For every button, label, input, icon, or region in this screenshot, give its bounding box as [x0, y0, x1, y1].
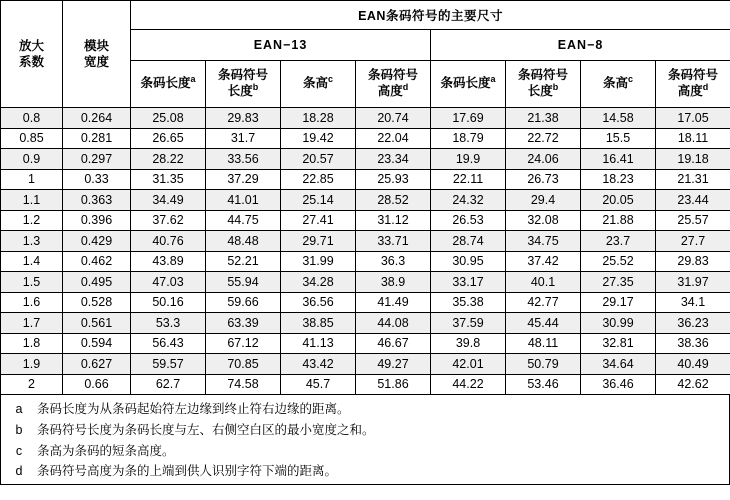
table-cell: 36.3: [356, 251, 431, 272]
cell-module-width: 0.33: [63, 169, 131, 190]
table-cell: 62.7: [131, 374, 206, 395]
cell-magnification: 1.1: [1, 190, 63, 211]
cell-magnification: 1.3: [1, 231, 63, 252]
table-cell: 18.11: [656, 128, 730, 149]
table-cell: 20.57: [281, 149, 356, 170]
footnote-ref-a: a: [490, 74, 496, 85]
footnote-ref-a: a: [190, 74, 196, 85]
cell-magnification: 0.9: [1, 149, 63, 170]
table-cell: 18.23: [581, 169, 656, 190]
table-cell: 44.75: [206, 210, 281, 231]
table-cell: 18.28: [281, 108, 356, 129]
table-cell: 40.1: [506, 272, 581, 293]
table-cell: 25.52: [581, 251, 656, 272]
table-cell: 63.39: [206, 313, 281, 334]
table-cell: 45.44: [506, 313, 581, 334]
table-cell: 39.8: [431, 333, 506, 354]
module-width-line2: 宽度: [83, 55, 109, 69]
table-cell: 43.89: [131, 251, 206, 272]
table-cell: 45.7: [281, 374, 356, 395]
cell-magnification: 1: [1, 169, 63, 190]
cell-module-width: 0.363: [63, 190, 131, 211]
footnote: [1, 461, 729, 482]
cell-module-width: 0.561: [63, 313, 131, 334]
table-cell: 33.56: [206, 149, 281, 170]
table-cell: 42.62: [656, 374, 730, 395]
table-cell: 23.34: [356, 149, 431, 170]
column-header-ean13-barcode-length: [131, 61, 206, 108]
table-row: [1, 354, 730, 375]
footnote-text: 条高为条码的短条高度。: [37, 443, 175, 458]
table-cell: 67.12: [206, 333, 281, 354]
table-cell: 31.97: [656, 272, 730, 293]
table-cell: 36.23: [656, 313, 730, 334]
table-cell: 35.38: [431, 292, 506, 313]
footnote-ref-c: c: [628, 74, 634, 85]
table-cell: 22.04: [356, 128, 431, 149]
table-row: [1, 190, 730, 211]
table-cell: 37.59: [431, 313, 506, 334]
table-cell: 33.71: [356, 231, 431, 252]
table-cell: 26.65: [131, 128, 206, 149]
table-cell: 16.41: [581, 149, 656, 170]
cell-magnification: 1.5: [1, 272, 63, 293]
cell-magnification: 1.6: [1, 292, 63, 313]
column-header-ean8-barcode-length: [431, 61, 506, 108]
table-cell: 41.01: [206, 190, 281, 211]
label-text: 条高: [602, 76, 628, 91]
table-cell: 26.53: [431, 210, 506, 231]
footnote-text: 条码长度为从条码起始符左边缘到终止符右边缘的距离。: [37, 402, 350, 416]
footnote: [1, 420, 729, 441]
table-cell: 22.72: [506, 128, 581, 149]
table-cell: 31.35: [131, 169, 206, 190]
table-cell: 27.7: [656, 231, 730, 252]
cell-module-width: 0.594: [63, 333, 131, 354]
label-text-line2: 高度: [677, 84, 703, 98]
table-cell: 34.64: [581, 354, 656, 375]
table-cell: 22.85: [281, 169, 356, 190]
table-cell: 19.18: [656, 149, 730, 170]
label-text: 条高: [302, 76, 328, 91]
footnotes: [0, 395, 730, 485]
table-cell: 55.94: [206, 272, 281, 293]
table-cell: 37.62: [131, 210, 206, 231]
column-header-ean13-symbol-height: [356, 61, 431, 108]
cell-magnification: 1.7: [1, 313, 63, 334]
table-cell: 38.9: [356, 272, 431, 293]
table-cell: 14.58: [581, 108, 656, 129]
table-cell: 36.56: [281, 292, 356, 313]
table-cell: 15.5: [581, 128, 656, 149]
table-cell: 29.71: [281, 231, 356, 252]
table-row: [1, 210, 730, 231]
table-cell: 44.08: [356, 313, 431, 334]
table-row: [1, 149, 730, 170]
table-cell: 46.67: [356, 333, 431, 354]
label-text-line1: 条码符号: [517, 68, 568, 83]
table-cell: 37.42: [506, 251, 581, 272]
table-cell: 24.32: [431, 190, 506, 211]
footnote-marker: d: [15, 464, 23, 479]
table-cell: 34.75: [506, 231, 581, 252]
label-text-line2: 长度: [527, 84, 553, 98]
table-cell: 30.95: [431, 251, 506, 272]
cell-module-width: 0.495: [63, 272, 131, 293]
table-cell: 17.05: [656, 108, 730, 129]
table-cell: 59.57: [131, 354, 206, 375]
table-cell: 31.12: [356, 210, 431, 231]
table-cell: 24.06: [506, 149, 581, 170]
table-cell: 28.74: [431, 231, 506, 252]
cell-magnification: 1.2: [1, 210, 63, 231]
label-text-line1: 条码符号: [217, 68, 268, 83]
cell-magnification: 1.4: [1, 251, 63, 272]
cell-magnification: 2: [1, 374, 63, 395]
label-text-line1: 条码符号: [367, 68, 418, 83]
table-cell: 42.77: [506, 292, 581, 313]
table-cell: 21.31: [656, 169, 730, 190]
column-header-ean8-bar-height: [581, 61, 656, 108]
table-cell: 29.4: [506, 190, 581, 211]
footnote-marker: b: [15, 422, 23, 437]
footnote-text: 条码符号高度为条的上端到供人识别字符下端的距离。: [37, 464, 338, 479]
table-cell: 36.46: [581, 374, 656, 395]
footnote-ref-d: d: [702, 81, 709, 92]
table-cell: 50.16: [131, 292, 206, 313]
table-cell: 20.74: [356, 108, 431, 129]
table-cell: 52.21: [206, 251, 281, 272]
table-row: [1, 333, 730, 354]
table-row: [1, 251, 730, 272]
cell-module-width: 0.396: [63, 210, 131, 231]
column-header-ean13-symbol-length: [206, 61, 281, 108]
table-row: [1, 272, 730, 293]
table-cell: 34.49: [131, 190, 206, 211]
table-cell: 31.99: [281, 251, 356, 272]
table-cell: 53.46: [506, 374, 581, 395]
table-cell: 38.36: [656, 333, 730, 354]
table-cell: 33.17: [431, 272, 506, 293]
footnote-ref-b: b: [552, 81, 559, 92]
table-cell: 25.08: [131, 108, 206, 129]
table-cell: 50.79: [506, 354, 581, 375]
column-header-ean8-symbol-height: [656, 61, 730, 108]
footnote-marker: c: [15, 443, 23, 458]
table-cell: 37.29: [206, 169, 281, 190]
table-cell: 47.03: [131, 272, 206, 293]
label-text-line1: 条码符号: [668, 68, 719, 83]
table-cell: 30.99: [581, 313, 656, 334]
footnote-marker: a: [15, 402, 23, 416]
table-cell: 34.1: [656, 292, 730, 313]
table-cell: 32.81: [581, 333, 656, 354]
table-cell: 38.85: [281, 313, 356, 334]
header-row-title: [1, 1, 730, 30]
table-cell: 19.42: [281, 128, 356, 149]
table-cell: 29.17: [581, 292, 656, 313]
table-cell: 41.13: [281, 333, 356, 354]
table-cell: 18.79: [431, 128, 506, 149]
table-cell: 27.41: [281, 210, 356, 231]
table-cell: 74.58: [206, 374, 281, 395]
cell-module-width: 0.528: [63, 292, 131, 313]
table-cell: 44.22: [431, 374, 506, 395]
table-cell: 19.9: [431, 149, 506, 170]
table-cell: 28.22: [131, 149, 206, 170]
table-row: [1, 292, 730, 313]
table-cell: 21.88: [581, 210, 656, 231]
group-header-ean8: EAN−8: [431, 30, 730, 61]
cell-module-width: 0.281: [63, 128, 131, 149]
cell-magnification: 1.8: [1, 333, 63, 354]
table-cell: 32.08: [506, 210, 581, 231]
table-cell: 23.44: [656, 190, 730, 211]
cell-module-width: 0.297: [63, 149, 131, 170]
footnote-ref-c: c: [328, 74, 334, 85]
cell-magnification: 0.85: [1, 128, 63, 149]
column-header-module-width: [63, 1, 131, 108]
table-cell: 53.3: [131, 313, 206, 334]
table-cell: 20.05: [581, 190, 656, 211]
cell-magnification: 0.8: [1, 108, 63, 129]
label-text-line2: 长度: [227, 84, 253, 98]
table-cell: 21.38: [506, 108, 581, 129]
table-cell: 25.93: [356, 169, 431, 190]
table-cell: 56.43: [131, 333, 206, 354]
table-cell: 59.66: [206, 292, 281, 313]
table-row: [1, 231, 730, 252]
cell-magnification: 1.9: [1, 354, 63, 375]
cell-module-width: 0.627: [63, 354, 131, 375]
table-cell: 29.83: [656, 251, 730, 272]
column-header-ean8-symbol-length: [506, 61, 581, 108]
label-text: 条码长度: [440, 76, 491, 91]
cell-module-width: 0.462: [63, 251, 131, 272]
footnote: [1, 441, 729, 462]
table-body: [1, 108, 730, 395]
label-text: 条码长度: [140, 76, 191, 91]
table-cell: 17.69: [431, 108, 506, 129]
column-header-ean13-bar-height: [281, 61, 356, 108]
label-text-line2: 高度: [377, 84, 403, 98]
table-cell: 41.49: [356, 292, 431, 313]
table-head: [1, 1, 730, 108]
table-cell: 25.57: [656, 210, 730, 231]
footnote: [1, 399, 729, 420]
column-header-magnification: [1, 1, 63, 108]
group-header-ean13: EAN−13: [131, 30, 431, 61]
table-row: [1, 313, 730, 334]
table-row: [1, 108, 730, 129]
footnote-text: 条码符号长度为条码长度与左、右侧空白区的最小宽度之和。: [37, 422, 375, 437]
magnification-line2: 系数: [18, 55, 44, 69]
table-cell: 29.83: [206, 108, 281, 129]
table-row: [1, 374, 730, 395]
table-row: [1, 128, 730, 149]
table-cell: 40.76: [131, 231, 206, 252]
table-cell: 42.01: [431, 354, 506, 375]
table-cell: 70.85: [206, 354, 281, 375]
cell-module-width: 0.66: [63, 374, 131, 395]
table-cell: 51.86: [356, 374, 431, 395]
footnote-ref-b: b: [252, 81, 259, 92]
table-cell: 25.14: [281, 190, 356, 211]
table-row: [1, 169, 730, 190]
magnification-line1: 放大: [18, 38, 44, 53]
table-title: EAN条码符号的主要尺寸: [131, 1, 730, 30]
table-cell: 26.73: [506, 169, 581, 190]
table-cell: 28.52: [356, 190, 431, 211]
table-cell: 48.11: [506, 333, 581, 354]
table-cell: 23.7: [581, 231, 656, 252]
table-cell: 48.48: [206, 231, 281, 252]
table-cell: 49.27: [356, 354, 431, 375]
table-cell: 22.11: [431, 169, 506, 190]
cell-module-width: 0.264: [63, 108, 131, 129]
table-cell: 27.35: [581, 272, 656, 293]
table-cell: 43.42: [281, 354, 356, 375]
cell-module-width: 0.429: [63, 231, 131, 252]
table-cell: 40.49: [656, 354, 730, 375]
module-width-line1: 模块: [83, 38, 109, 53]
footnote-ref-d: d: [402, 81, 409, 92]
table-cell: 31.7: [206, 128, 281, 149]
table-cell: 34.28: [281, 272, 356, 293]
